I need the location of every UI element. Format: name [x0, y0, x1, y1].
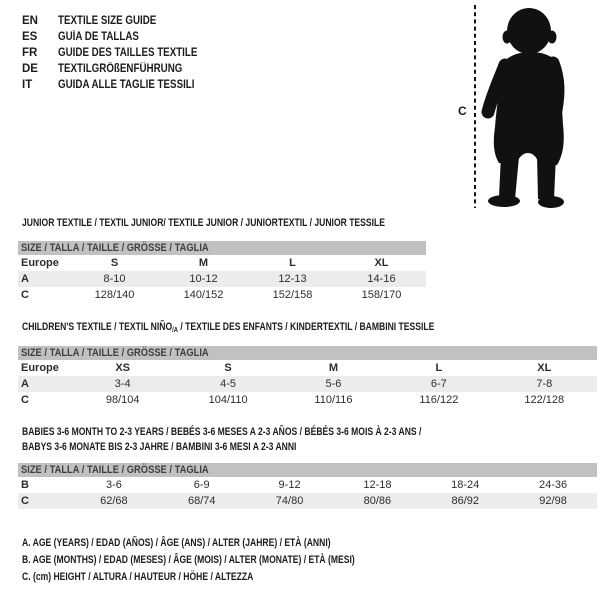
language-title-block — [22, 13, 222, 93]
table-row — [18, 376, 597, 392]
table-row — [18, 255, 426, 271]
size-cell: L — [435, 362, 443, 374]
language-code: EN — [22, 15, 38, 27]
language-code: DE — [22, 63, 38, 75]
size-cell: 7-8 — [536, 378, 553, 390]
section-heading-babies — [22, 425, 534, 455]
size-cell: 12-13 — [278, 273, 307, 285]
legend-line-b: B. AGE (MONTHS) / EDAD (MESES) / ÂGE (MOIS) / ALTER (MONATE) / ETÀ (MESI) — [22, 554, 355, 566]
size-cell: 62/68 — [100, 495, 128, 507]
size-cell: 128/140 — [94, 289, 135, 301]
size-cell: XS — [115, 362, 131, 374]
size-table — [18, 360, 597, 408]
row-label: B — [21, 479, 29, 491]
size-cell: XL — [374, 257, 389, 269]
size-cell: 3-6 — [105, 479, 122, 491]
baby-silhouette-figure — [455, 3, 600, 211]
subscript-text: /A — [172, 325, 178, 334]
size-cell: 122/128 — [524, 394, 565, 406]
size-cell: L — [289, 257, 296, 269]
size-cell: 86/92 — [451, 495, 479, 507]
row-label: A — [21, 378, 29, 390]
size-cell: 152/158 — [272, 289, 313, 301]
size-bar-text: SIZE / TALLA / TAILLE / GRÖSSE / TAGLIA — [21, 347, 209, 359]
size-bar-text: SIZE / TALLA / TAILLE / GRÖSSE / TAGLIA — [21, 464, 209, 476]
table-row — [18, 360, 597, 376]
size-cell: M — [198, 257, 209, 269]
guide-title: GUÍA DE TALLAS — [58, 31, 139, 43]
size-cell: 116/122 — [419, 394, 459, 406]
babies-size-table — [18, 463, 597, 509]
legend-line-a: A. AGE (YEARS) / EDAD (AÑOS) / ÂGE (ANS) / ALTER (JAHRE) / ETÀ (ANNI) — [22, 537, 331, 549]
size-cell: XL — [537, 362, 552, 374]
size-cell: 5-6 — [325, 378, 342, 390]
row-label: C — [21, 289, 29, 301]
size-cell: 6-7 — [430, 378, 447, 390]
language-row — [22, 45, 222, 61]
language-code: IT — [22, 79, 33, 91]
size-cell: 92/98 — [539, 495, 567, 507]
size-cell: 18-24 — [451, 479, 480, 491]
section-heading-junior — [22, 216, 487, 231]
row-label: C — [21, 394, 29, 406]
children-size-table — [18, 346, 597, 408]
language-row — [22, 13, 222, 29]
size-table — [18, 255, 426, 303]
size-cell: 104/110 — [208, 394, 248, 406]
language-code: ES — [22, 31, 38, 43]
size-cell: 158/170 — [361, 289, 402, 301]
section-heading-text: CHILDREN'S TEXTILE / TEXTIL $NIÑO_{/A}$ / TEXTILE DES ENFANTS / KINDERTEXTIL / BAMBINI TESSILE — [22, 321, 435, 334]
guide-title: GUIDA ALLE TAGLIE TESSILI — [58, 79, 195, 91]
size-cell: 110/116 — [314, 394, 353, 406]
row-label: A — [21, 273, 29, 285]
table-row — [18, 287, 426, 303]
size-cell: 6-9 — [193, 479, 210, 491]
row-label: Europe — [21, 362, 59, 374]
language-row — [22, 29, 222, 45]
size-cell: 68/74 — [187, 495, 216, 507]
size-cell: 24-36 — [539, 479, 568, 491]
language-row — [22, 61, 222, 77]
guide-title: GUIDE DES TAILLES TEXTILE — [58, 47, 198, 59]
size-bar — [18, 463, 597, 477]
size-cell: 80/86 — [363, 495, 392, 507]
size-cell: 10-12 — [189, 273, 218, 285]
size-cell: 3-4 — [114, 378, 131, 390]
table-row — [18, 477, 597, 493]
language-row — [22, 77, 222, 93]
legend-line-c: C. (cm) HEIGHT / ALTURA / HAUTEUR / HÖHE / ALTEZZA — [22, 571, 254, 583]
size-cell: S — [110, 257, 119, 269]
size-cell: 98/104 — [105, 394, 140, 406]
section-heading-text: JUNIOR TEXTILE / TEXTIL JUNIOR/ TEXTILE JUNIOR / JUNIORTEXTIL / JUNIOR TESSILE — [22, 217, 385, 229]
size-bar — [18, 346, 597, 360]
baby-silhouette-icon — [488, 8, 564, 208]
table-row — [18, 392, 597, 408]
size-bar — [18, 241, 426, 255]
section-heading-children — [22, 320, 551, 337]
size-cell: S — [224, 362, 232, 374]
table-row — [18, 271, 426, 287]
size-bar-text: SIZE / TALLA / TAILLE / GRÖSSE / TAGLIA — [21, 242, 209, 254]
size-cell: 74/80 — [275, 495, 304, 507]
size-cell: 8-10 — [103, 273, 126, 285]
row-label: C — [21, 495, 29, 507]
size-cell: 9-12 — [278, 479, 301, 491]
size-cell: 14-16 — [367, 273, 396, 285]
guide-title: TEXTILGRÖßENFÜHRUNG — [58, 63, 183, 75]
language-code: FR — [22, 47, 38, 59]
section-heading-text-line2: BABYS 3-6 MONATE BIS 2-3 JAHRE / BAMBINI 3-6 MESI A 2-3 ANNI — [22, 441, 297, 453]
section-heading-text: BABIES 3-6 MONTH TO 2-3 YEARS / BEBÉS 3-6 MESES A 2-3 AÑOS / BÉBÉS 3-6 MOIS À 2-3 ANS / — [22, 426, 422, 438]
size-cell: 140/152 — [183, 289, 224, 301]
guide-title: TEXTILE SIZE GUIDE — [58, 15, 157, 27]
size-cell: 12-18 — [363, 479, 392, 491]
size-table — [18, 477, 597, 509]
size-cell: M — [328, 362, 339, 374]
size-cell: 4-5 — [220, 378, 237, 390]
measurement-legend — [22, 535, 449, 586]
table-row — [18, 493, 597, 509]
junior-size-table — [18, 241, 426, 303]
row-label: Europe — [21, 257, 59, 269]
height-measure-label: C — [458, 104, 467, 118]
